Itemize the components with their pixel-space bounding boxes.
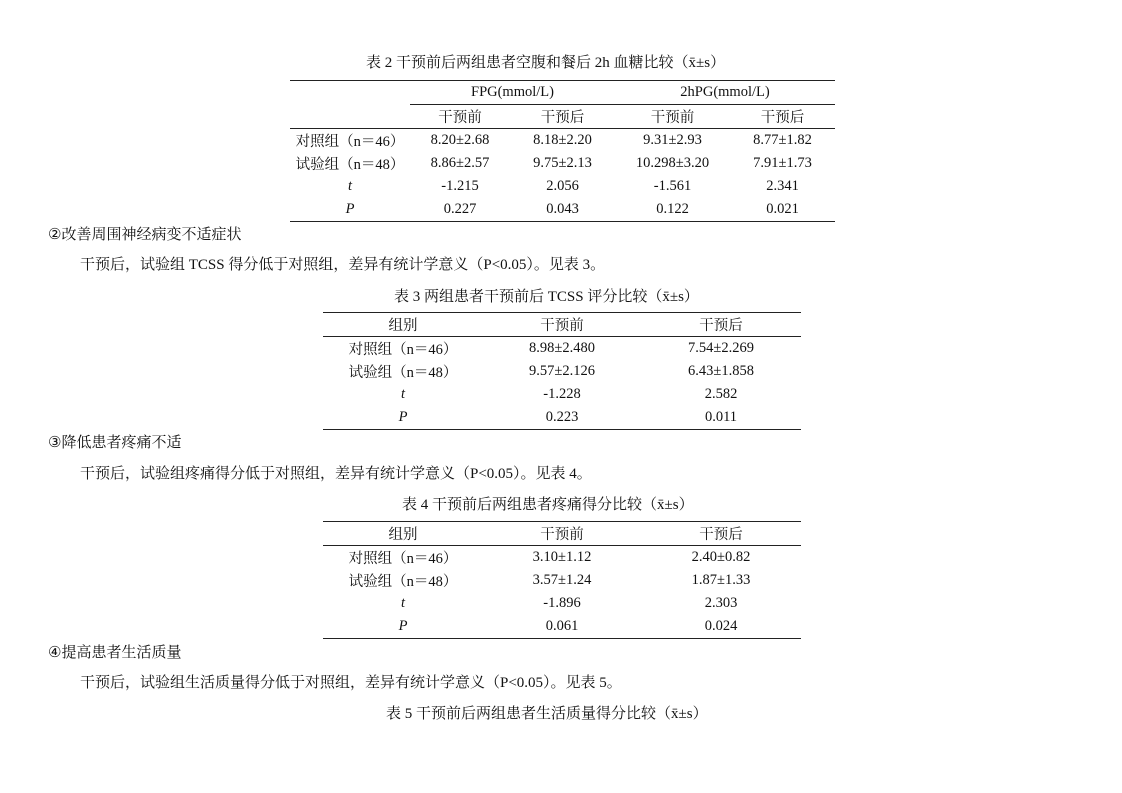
table4-caption: 表 4 干预前后两组患者疼痛得分比较（x̄±s）	[402, 497, 694, 513]
row-label: 试验组（n＝48）	[295, 157, 405, 173]
table-cell: 8.86±2.57	[430, 155, 490, 171]
table-row	[290, 129, 835, 153]
row-label: t	[400, 595, 406, 611]
table-cell: 1.87±1.33	[691, 572, 751, 588]
table2-sub-header: 干预前	[410, 105, 510, 129]
table-cell: -1.561	[653, 178, 692, 194]
table2-group-header: 2hPG(mmol/L)	[615, 81, 835, 105]
table-row	[323, 546, 801, 570]
table2-group-header-row	[290, 81, 835, 105]
table2-caption: 表 2 干预前后两组患者空腹和餐后 2h 血糖比较（x̄±s）	[366, 55, 726, 71]
table-cell: 7.54±2.269	[688, 340, 754, 356]
table-cell: 9.75±2.13	[533, 155, 592, 171]
table2-sub-header: 干预前	[615, 105, 730, 129]
table-cell: 0.021	[730, 198, 835, 222]
table3-header-row	[323, 313, 801, 337]
table-cell: 3.57±1.24	[532, 572, 592, 588]
table-cell: 2.341	[766, 178, 799, 194]
table-cell: 3.10±1.12	[532, 549, 592, 565]
table-row	[323, 406, 801, 430]
column-header: 组别	[323, 313, 483, 337]
row-label: t	[400, 386, 406, 402]
section-heading: ④提高患者生活质量	[48, 643, 182, 661]
table-cell: -1.228	[543, 386, 581, 402]
table-row	[323, 337, 801, 361]
table-cell: 8.98±2.480	[529, 340, 595, 356]
row-label: 对照组（n＝46）	[295, 134, 405, 150]
table-cell: 0.223	[483, 406, 641, 430]
row-label: P	[323, 406, 483, 430]
column-header: 干预前	[483, 522, 641, 546]
table-cell: 2.303	[704, 595, 738, 611]
row-label: 对照组（n＝46）	[348, 342, 458, 358]
table-cell: 7.91±1.73	[753, 155, 812, 171]
section-paragraph: 干预后，试验组生活质量得分低于对照组，差异有统计学意义（P<0.05）。见表 5。	[80, 675, 622, 691]
table-cell: 9.57±2.126	[529, 363, 595, 379]
section-heading: ②改善周围神经病变不适症状	[48, 225, 242, 243]
table2-sub-header-row	[290, 105, 835, 129]
table5-caption: 表 5 干预前后两组患者生活质量得分比较（x̄±s）	[386, 706, 708, 722]
section-heading: ③降低患者疼痛不适	[48, 433, 182, 451]
section-paragraph: 干预后，试验组疼痛得分低于对照组，差异有统计学意义（P<0.05）。见表 4。	[80, 466, 592, 482]
table-cell: 9.31±2.93	[643, 132, 702, 148]
table4-header-row	[323, 522, 801, 546]
table-cell: 2.40±0.82	[691, 549, 751, 565]
table-row	[323, 360, 801, 383]
table-cell: 0.227	[410, 198, 510, 222]
table-cell: 8.20±2.68	[430, 132, 490, 148]
table-cell: 0.061	[483, 615, 641, 639]
table2-sub-header: 干预后	[510, 105, 615, 129]
row-label: t	[347, 178, 353, 194]
table-cell: 0.122	[615, 198, 730, 222]
table-row	[323, 383, 801, 406]
table-row	[290, 152, 835, 175]
table-cell: 0.024	[641, 615, 801, 639]
row-label: 试验组（n＝48）	[348, 574, 458, 590]
column-header: 组别	[323, 522, 483, 546]
table-cell: 0.043	[510, 198, 615, 222]
table2-group-header: FPG(mmol/L)	[410, 81, 615, 105]
table-row	[323, 569, 801, 592]
table-row	[323, 592, 801, 615]
section-paragraph: 干预后，试验组 TCSS 得分低于对照组，差异有统计学意义（P<0.05）。见表 3。	[80, 257, 606, 273]
row-label: 对照组（n＝46）	[348, 551, 458, 567]
table-cell: 2.056	[546, 178, 579, 194]
row-label: P	[323, 615, 483, 639]
table-row	[290, 175, 835, 198]
table-cell: 8.18±2.20	[533, 132, 592, 148]
table2-sub-header: 干预后	[730, 105, 835, 129]
table-cell: -1.896	[543, 595, 581, 611]
row-label: P	[290, 198, 410, 222]
table2	[290, 80, 835, 222]
row-label: 试验组（n＝48）	[348, 365, 458, 381]
column-header: 干预前	[483, 313, 641, 337]
table-cell: 0.011	[641, 406, 801, 430]
table-row	[323, 615, 801, 639]
table3	[323, 312, 801, 430]
table-cell: 2.582	[704, 386, 738, 402]
table-cell: 8.77±1.82	[753, 132, 812, 148]
column-header: 干预后	[641, 313, 801, 337]
table-cell: 10.298±3.20	[635, 155, 710, 171]
table-row	[290, 198, 835, 222]
table3-caption: 表 3 两组患者干预前后 TCSS 评分比较（x̄±s）	[394, 289, 699, 305]
table-cell: 6.43±1.858	[688, 363, 754, 379]
column-header: 干预后	[641, 522, 801, 546]
table4	[323, 521, 801, 639]
table-cell: -1.215	[441, 178, 479, 194]
